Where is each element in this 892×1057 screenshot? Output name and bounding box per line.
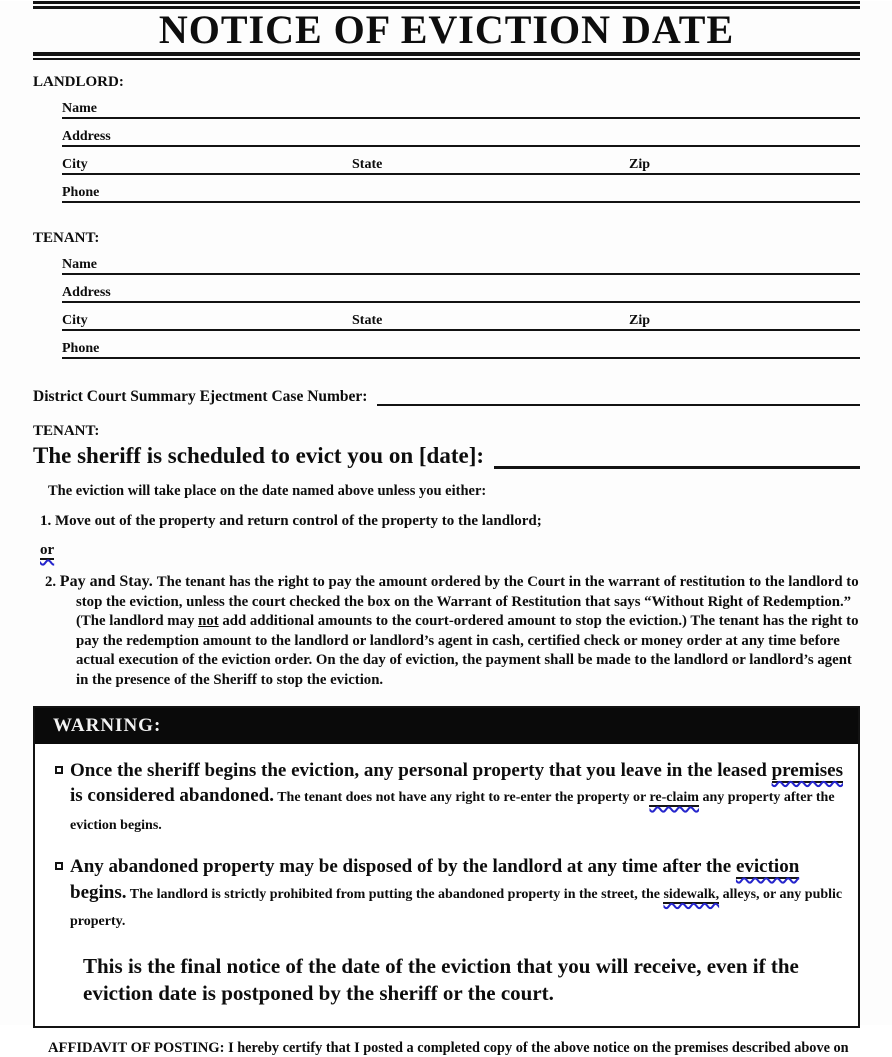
case-number-label: District Court Summary Ejectment Case Number:	[33, 388, 368, 405]
state-label: State	[352, 157, 383, 172]
eviction-date-row	[33, 442, 860, 469]
warning-heading: WARNING:	[35, 708, 858, 744]
b2-eviction-word: eviction	[735, 856, 800, 878]
b1-big1: Once the sheriff begins the eviction, any personal property that you leave in the leased	[70, 759, 772, 781]
address-label: Address	[62, 129, 111, 144]
phone-label: Phone	[62, 341, 100, 356]
warning-bullet-2	[55, 854, 846, 935]
landlord-name-field[interactable]	[62, 91, 860, 119]
case-number-row	[33, 386, 860, 406]
zip-label: Zip	[629, 157, 651, 172]
tenant-phone-field[interactable]	[62, 331, 860, 359]
option1-text: 1. Move out of the property and return control of the property to the landlord;	[40, 513, 542, 529]
affidavit-of-posting	[33, 1040, 860, 1057]
option2-number: 2.	[45, 574, 60, 590]
option2-body1: The tenant has the right to pay the amount ordered by the Court in the warrant of restitution to the landlord to stop the eviction, unless the court checked the box on the Warrant of Restitution that says “Without Right of Redemption.” (The landlord may	[76, 574, 859, 630]
page-title: NOTICE OF EVICTION DATE	[158, 7, 735, 52]
b2-small1: The landlord is strictly prohibited from putting the abandoned property in the street, the	[126, 886, 664, 902]
zip-label: Zip	[629, 313, 651, 328]
square-bullet-icon	[55, 862, 63, 870]
landlord-phone-field[interactable]	[62, 175, 860, 203]
b1-small2: any property after the eviction begins.	[70, 790, 835, 833]
b2-big1: Any abandoned property may be disposed of by the landlord at any time after the	[70, 856, 736, 878]
name-label: Name	[62, 101, 97, 116]
b1-premises-word: premises	[771, 759, 843, 781]
notice-tenant-heading: TENANT:	[33, 423, 100, 439]
affidavit-label: AFFIDAVIT OF POSTING:	[48, 1039, 225, 1056]
option2-body2: add additional amounts to the court-ordered amount to stop the eviction.) The tenant has the right to pay the redemption amount to the landlord or landlord’s agent in cash, certified check or money order at any time before actual execution of the eviction order. On the day of eviction, the payment shall be made to the landlord or landlord’s agent in the presence of the Sheriff to stop the eviction.	[76, 613, 859, 688]
city-label: City	[62, 157, 88, 172]
tenant-heading: TENANT:	[33, 230, 100, 246]
or-word: or	[40, 542, 55, 558]
warning-bullet-2-text	[70, 854, 846, 935]
warning-box	[33, 706, 860, 1028]
tenant-section	[33, 230, 860, 359]
eviction-date-label: The sheriff is scheduled to evict you on [date]:	[33, 443, 485, 468]
eviction-date-field[interactable]	[494, 445, 860, 469]
b1-big2: is considered abandoned.	[70, 785, 274, 807]
landlord-heading: LANDLORD:	[33, 74, 124, 90]
address-label: Address	[62, 285, 111, 300]
option2-paragraph	[45, 572, 860, 691]
phone-label: Phone	[62, 185, 100, 200]
warning-bullet-1	[55, 758, 846, 839]
state-label: State	[352, 313, 383, 328]
b2-sidewalk-word: sidewalk,	[663, 886, 720, 902]
name-label: Name	[62, 257, 97, 272]
b1-small1: The tenant does not have any right to re-enter the property or	[273, 790, 650, 806]
tenant-address-field[interactable]	[62, 275, 860, 303]
b2-small2: alleys, or any public property.	[70, 886, 843, 930]
option2-not-word: not	[198, 613, 219, 630]
option2-lead: Pay and Stay.	[59, 573, 157, 590]
or-text	[40, 542, 860, 559]
landlord-city-state-zip-field[interactable]	[62, 147, 860, 175]
header-bottom-rule	[33, 52, 860, 60]
eviction-intro-text: The eviction will take place on the date named above unless you either:	[48, 483, 487, 499]
warning-bullet-1-text	[70, 758, 846, 839]
final-notice-text: This is the final notice of the date of the eviction that you will receive, even if the eviction date is postponed by the sheriff or the court.	[83, 953, 799, 1006]
affidavit-text: I hereby certify that I posted a completed copy of the above notice on the premises described above on	[224, 1039, 849, 1056]
tenant-name-field[interactable]	[62, 247, 860, 275]
city-label: City	[62, 313, 88, 328]
warning-body	[35, 744, 858, 1026]
landlord-address-field[interactable]	[62, 119, 860, 147]
square-bullet-icon	[55, 766, 63, 774]
tenant-city-state-zip-field[interactable]	[62, 303, 860, 331]
landlord-section	[33, 74, 860, 203]
eviction-notice-document	[0, 1, 892, 1056]
case-number-field[interactable]	[377, 386, 860, 406]
b1-reclaim-word: re-claim	[649, 790, 699, 806]
b2-big2: begins.	[70, 881, 127, 903]
